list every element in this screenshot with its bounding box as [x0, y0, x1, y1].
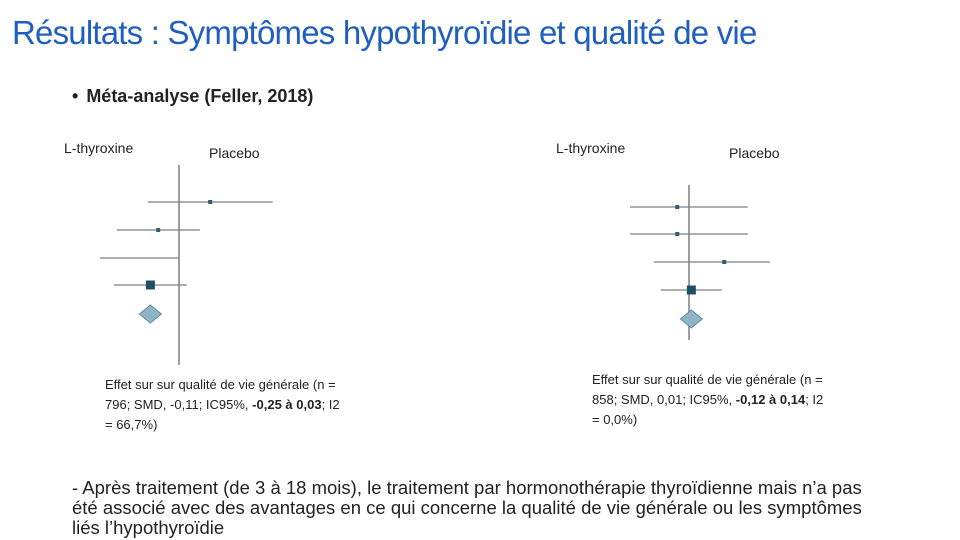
- study-marker: [156, 228, 160, 232]
- left-caption-post: ; I2 = 66,7%): [105, 397, 340, 432]
- study-marker: [208, 200, 212, 204]
- pooled-diamond: [680, 310, 702, 328]
- left-caption-ci: -0,25 à 0,03: [252, 397, 322, 412]
- pooled-marker: [687, 286, 696, 295]
- left-treatment-label: L-thyroxine: [64, 140, 134, 156]
- bullet-text: Méta-analyse (Feller, 2018): [86, 86, 314, 106]
- right-caption-pre: Effet sur sur qualité de vie générale (n = 858; SMD, 0,01; IC95%,: [592, 372, 823, 407]
- left-control-label: Placebo: [209, 145, 260, 161]
- left-caption: [105, 375, 345, 435]
- page-title: Résultats : Symptômes hypothyroïdie et qualité de vie: [12, 14, 757, 51]
- study-marker: [675, 232, 679, 236]
- right-caption-post: ; I2 = 0,0%): [592, 392, 824, 427]
- study-marker: [675, 205, 679, 209]
- right-forest-plot: [630, 185, 770, 345]
- left-forest-plot: [100, 165, 340, 370]
- right-caption-ci: -0,12 à 0,14: [735, 392, 806, 407]
- pooled-diamond: [139, 305, 161, 323]
- conclusion-text: - Après traitement (de 3 à 18 mois), le traitement par hormonothérapie thyroïdienne mais n’a pas été associé avec des avantages en ce qui concerne la qualité de vie générale ou les symptômes liés l’hypothyroïdie: [72, 477, 862, 538]
- left-caption-pre: Effet sur sur qualité de vie générale (n = 796; SMD, -0,11; IC95%,: [105, 377, 336, 412]
- pooled-marker: [146, 281, 155, 290]
- study-marker: [722, 260, 726, 264]
- bullet-dot-icon: •: [72, 86, 79, 106]
- right-treatment-label: L-thyroxine: [556, 140, 626, 156]
- right-caption: [592, 370, 832, 430]
- bullet-point: [72, 86, 313, 107]
- right-control-label: Placebo: [729, 145, 780, 161]
